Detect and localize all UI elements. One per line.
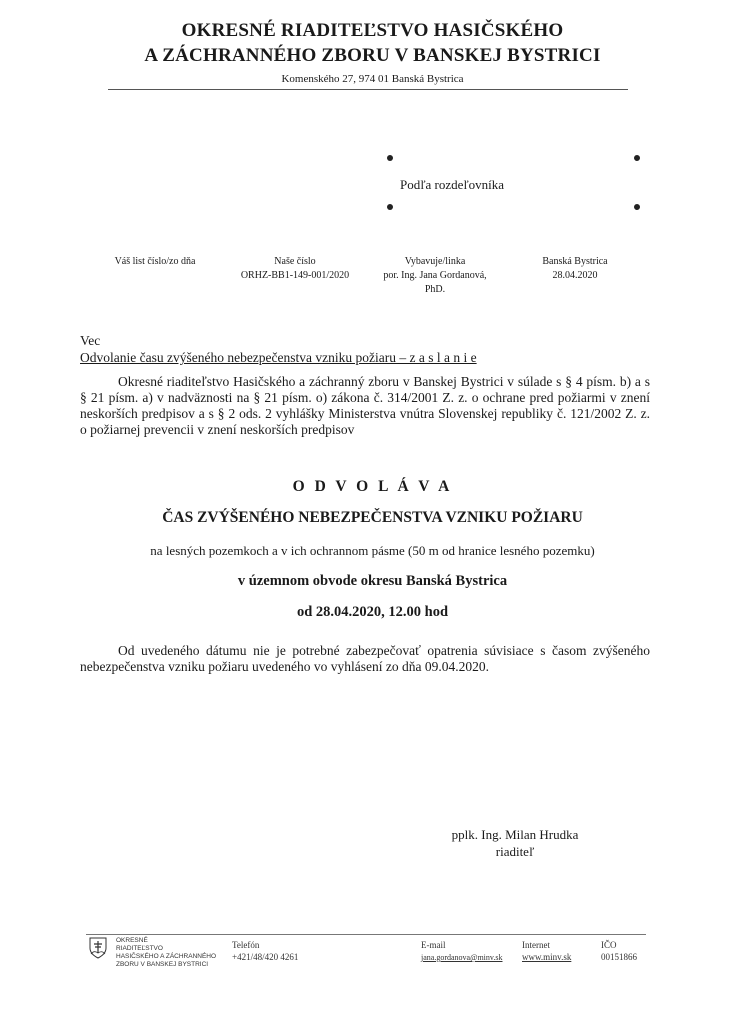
our-number-value: ORHZ-BB1-149-001/2020 [240,270,350,281]
signature-block [420,826,610,860]
header-divider [108,89,628,90]
window-corner-mark [634,155,640,161]
footer-ico [601,940,637,963]
decision-verb: O D V O L Á V A [292,478,453,495]
window-corner-mark [387,204,393,210]
footer-internet-label: Internet [522,940,550,950]
signatory-role: riaditeľ [495,844,535,859]
footer-divider [86,934,646,935]
footer-org-line: RIADITEĽSTVO [116,945,163,952]
header-title-line2: A ZÁCHRANNÉHO ZBORU V BANSKEJ BYSTRICI [144,45,601,66]
footer-ico-value: 00151866 [601,952,637,962]
decision-from: od 28.04.2020, 12.00 hod [296,604,449,620]
place-date-block [520,255,630,283]
place: Banská Bystrica [542,256,608,267]
date: 28.04.2020 [552,270,598,281]
handled-by-value-cont: PhD. [424,284,446,295]
handled-by-value: por. Ing. Jana Gordanová, [383,270,487,281]
slovak-coat-of-arms-icon [88,937,108,959]
subject-label: Vec [80,333,101,348]
decision-scope: na lesných pozemkoch a v ich ochrannom pásme (50 m od hranice lesného pozemku) [150,543,595,558]
handled-by-label: Vybavuje/linka [404,256,466,267]
recipient: Podľa rozdeľovníka [400,177,505,192]
footer-internet-value[interactable]: www.minv.sk [522,952,572,962]
header-address: Komenského 27, 974 01 Banská Bystrica [281,73,464,85]
footer-internet [522,940,571,963]
our-number-label: Naše číslo [274,256,316,267]
handled-by-block [370,255,500,297]
footer-org-line: OKRESNÉ [116,937,148,944]
window-corner-mark [387,155,393,161]
footer-phone [232,940,298,963]
header-title-line1: OKRESNÉ RIADITEĽSTVO HASIČSKÉHO [181,20,564,41]
footer-email-value[interactable]: jana.gordanova@minv.sk [421,953,503,962]
footer-org-line: ZBORU V BANSKEJ BYSTRICI [116,961,209,968]
footer-email-label: E-mail [421,940,446,950]
footer-phone-label: Telefón [232,940,260,950]
signatory-name: pplk. Ing. Milan Hrudka [451,827,579,842]
subject-text: Odvolanie času zvýšeného nebezpečenstva vzniku požiaru – z a s l a n i e [80,350,477,365]
footer-org [116,937,216,969]
window-corner-mark [634,204,640,210]
our-number-block [225,255,365,283]
footer-org-line: HASIČSKÉHO A ZÁCHRANNÉHO [116,953,217,960]
legal-basis-paragraph: Okresné riaditeľstvo Hasičského a záchranný zboru v Banskej Bystrici v súlade s § 4 písm. b) a s § 21 písm. a) v nadväznosti na § 21 písm. o) zákona č. 314/2001 Z. z. o ochrane pred požiarmi v znení neskorších predpisov a s § 2 ods. 2 vyhlášky Ministerstva vnútra Slovenskej republiky č. 121/2002 Z. z. o požiarnej prevencii v znení neskorších predpisov [80,374,650,437]
decision-district: v územnom obvode okresu Banská Bystrica [237,573,508,589]
footer-email [421,940,503,963]
footer-phone-value: +421/48/420 4261 [232,952,299,962]
your-letter-label: Váš list číslo/zo dňa [114,256,196,267]
decision-title: ČAS ZVÝŠENÉHO NEBEZPEČENSTVA VZNIKU POŽIARU [162,509,583,526]
footer-ico-label: IČO [601,940,617,950]
closing-paragraph: Od uvedeného dátumu nie je potrebné zabezpečovať opatrenia súvisiace s časom zvýšeného nebezpečenstva vzniku požiaru uvedeného vo vyhlásení zo dňa 09.04.2020. [80,643,650,674]
